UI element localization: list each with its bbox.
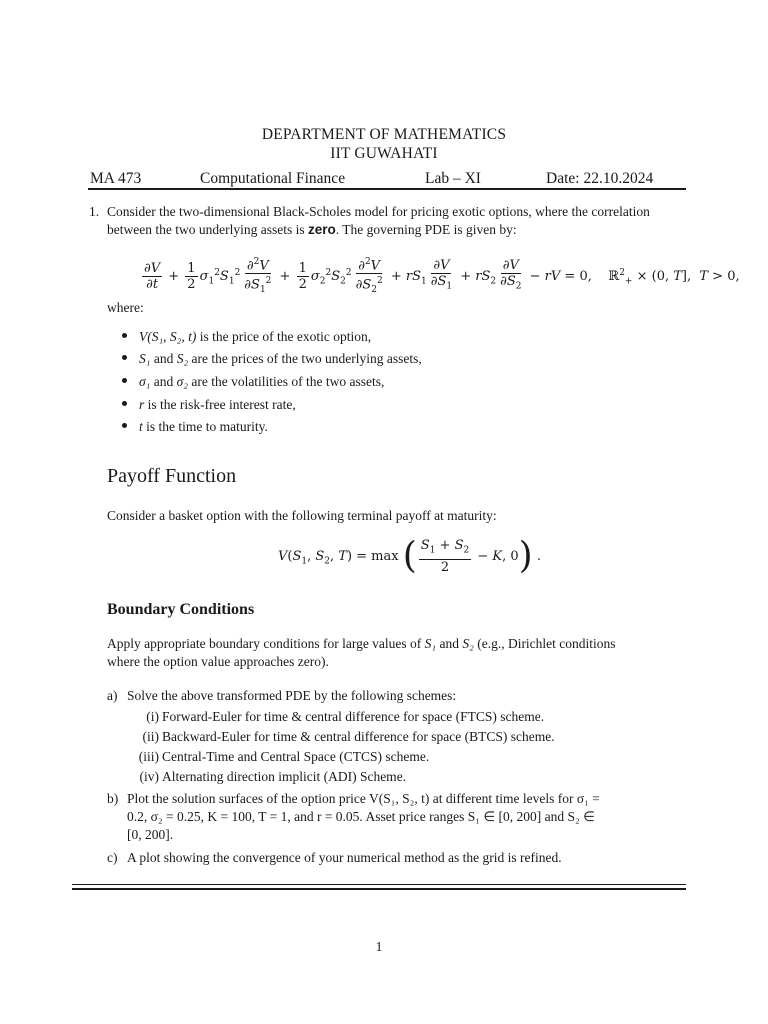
payoff-intro: Consider a basket option with the following terminal payoff at maturity: [107, 508, 497, 523]
task-a-label: a) [107, 688, 118, 703]
intro-bold-zero: zero [307, 222, 336, 237]
header-rule [88, 188, 686, 190]
bullet-item: t is the time to maturity. [122, 418, 268, 436]
institute-title: IIT GUWAHATI [330, 145, 438, 162]
task-b-line2: 0.2, σ₂ = 0.25, K = 100, T = 1, and r = 0.05. Asset price ranges S₁ ∈ [0, 200] and S₂ ∈ [127, 809, 595, 824]
bullet-dot [122, 378, 127, 383]
footer-rule-bottom [72, 888, 686, 890]
lab-date: Date: 22.10.2024 [546, 170, 654, 187]
scheme-text: Central-Time and Central Space (CTCS) scheme. [162, 749, 430, 764]
question-intro-line2 [107, 221, 697, 239]
task-a-text: Solve the above transformed PDE by the following schemes: [127, 688, 457, 703]
footer-rule-top [72, 884, 686, 885]
scheme-text: Forward-Euler for time & central difference for space (FTCS) scheme. [162, 709, 545, 724]
task-c-label: c) [107, 850, 118, 865]
scheme-label: (ii) [142, 729, 159, 744]
course-subject: Computational Finance [200, 170, 346, 187]
intro-text-a: between the two underlying assets is [107, 222, 308, 237]
question-number: 1. [89, 204, 100, 219]
bullet-item: V(S₁, S₂, t) is the price of the exotic option, [122, 328, 371, 346]
scheme-label: (i) [146, 709, 159, 724]
scheme-label: (iv) [139, 769, 159, 784]
course-code: MA 473 [90, 170, 142, 187]
page-number: 1 [375, 939, 383, 954]
payoff-heading: Payoff Function [107, 465, 237, 487]
bullet-dot [122, 355, 127, 360]
bullet-item: r is the risk-free interest rate, [122, 396, 296, 414]
where-label: where: [107, 300, 144, 315]
bullet-item: σ₁ and σ₂ are the volatilities of the two assets, [122, 373, 384, 391]
pde-equation: $\frac{\partial V}{\partial t}$ + $\frac{1}{2}$ $\sigma_1^2S_1^2$ $\frac{\partial^2V}{\partial S_1^2}$ + $\frac{1}{2}$ $\sigma_2^2S_2^2$ $\frac{\partial^2V}{\partial S_2^2}$ + $rS_1$ $\frac{\partial V}{\partial S_1}$ + $rS_2$ $\frac{\partial V}{\partial S_2}$ − rV = 0, ℝ$^2_+$ × (0, T], T > 0, [144, 257, 740, 296]
task-c-text: A plot showing the convergence of your numerical method as the grid is refined. [127, 850, 562, 865]
task-b-label: b) [107, 791, 119, 806]
lab-number: Lab – XI [425, 170, 481, 187]
bullet-dot [122, 401, 127, 406]
department-title: DEPARTMENT OF MATHEMATICS [261, 126, 507, 143]
bullet-dot [122, 423, 127, 428]
task-b-line1: Plot the solution surfaces of the option price V(S₁, S₂, t) at different time levels for σ₁ = [127, 791, 600, 806]
bullet-item: S₁ and S₂ are the prices of the two underlying assets, [122, 350, 422, 368]
question-intro-line1: Consider the two-dimensional Black-Scholes model for pricing exotic options, where the correlation [107, 204, 650, 219]
payoff-equation: $V(S_1$, $S_2$, T) = max ( $\frac{S_1 + S_2}{2}$ − K, 0) . [278, 535, 541, 577]
boundary-line2: where the option value approaches zero). [107, 654, 329, 669]
scheme-text: Alternating direction implicit (ADI) Scheme. [162, 769, 407, 784]
boundary-line1: Apply appropriate boundary conditions for large values of S₁ and S₂ (e.g., Dirichlet conditions [107, 636, 616, 651]
scheme-label: (iii) [138, 749, 159, 764]
scheme-text: Backward-Euler for time & central difference for space (BTCS) scheme. [162, 729, 555, 744]
task-b-line3: [0, 200]. [127, 827, 174, 842]
bullet-dot [122, 333, 127, 338]
intro-text-b: . The governing PDE is given by: [335, 222, 517, 237]
boundary-heading: Boundary Conditions [107, 601, 255, 618]
